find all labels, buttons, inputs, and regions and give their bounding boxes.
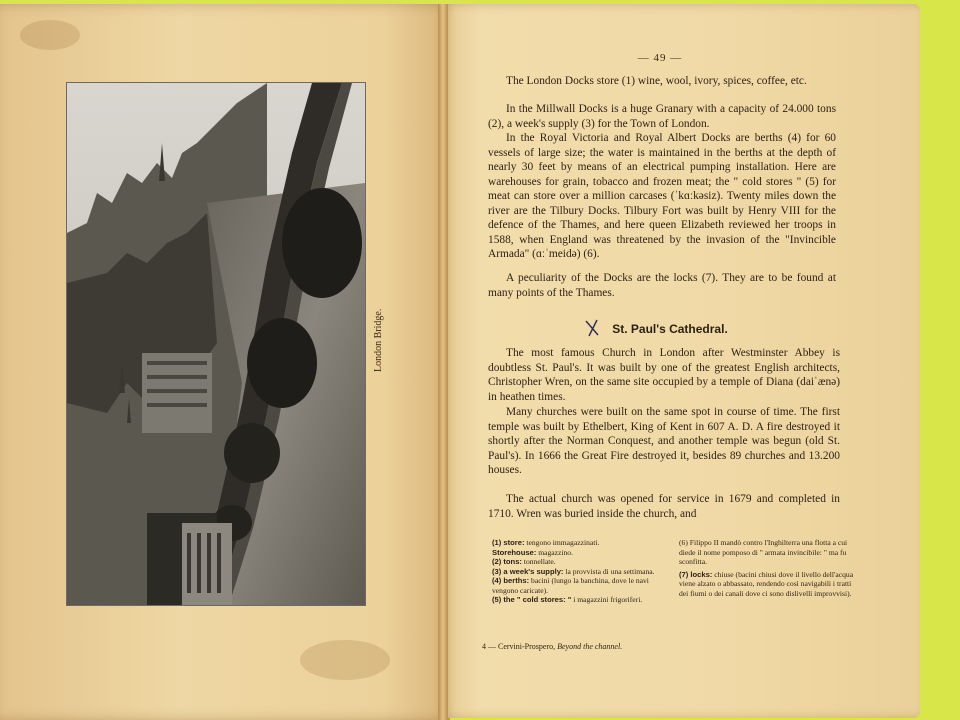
photo-caption: London Bridge. (373, 308, 384, 372)
london-bridge-photograph (66, 82, 366, 606)
footnote: Storehouse: magazzino. (492, 547, 573, 557)
page-number: — 49 — (637, 52, 683, 64)
footnote: (1) store: tengono immagazzinati. (492, 538, 600, 547)
footnote: (4) berths: bacini (lungo la banchina, dove le navi vengono caricate). (492, 576, 649, 595)
footnote: (3) a week's supply: la provvista di una settimana. (492, 566, 655, 576)
paragraph-st-pauls-completion: The actual church was opened for service in 1679 and completed in 1710. Wren was buried inside the church, and (488, 493, 840, 520)
footnote: (5) the " cold stores: " i magazzini frigoriferi. (492, 595, 643, 604)
footnote: (2) tons: tonnellate. (492, 557, 556, 566)
section-heading: St. Paul's Cathedral. (612, 322, 728, 336)
paragraph-royal-docks: In the Royal Victoria and Royal Albert Docks are berths (4) for 60 vessels of large size; the water is maintained in the berths at the depth of nearly 30 feet by means of an electrical pumping installation. Here are warehouses for grain, tobacco and frozen meat; the " cold stores " (5) for meat can store over a million carcases (ˈkɑːkəsiz). Twenty miles down the river are the Tilbury Docks. Tilbury Fort was built by Henry VIII for the defence of the Thames, and here queen Elizabeth reviewed her troops in 1588, when England was threatened by the invasion of the "Invincible Armada" (ɑːˈmeidə) (6). (488, 132, 836, 260)
paragraph-london-docks: The London Docks store (1) wine, wool, ivory, spices, coffee, etc. (506, 75, 807, 87)
footnotes-right-column (679, 538, 854, 628)
book-spine (438, 4, 448, 720)
footnote: (6) Filippo II mandò contro l'Inghilterra una flotta a cui diede il nome pomposo di " armata invincibile: " ma fu sconfitta. (679, 538, 848, 566)
paper-stain (20, 20, 80, 50)
paragraph-st-pauls-history: Many churches were built on the same spot in course of time. The first temple was built by Ethelbert, King of Kent in 607 A. D. A fire destroyed it shortly after the Norman Conquest, and another temple was begun (old St. Paul's). In 1666 the Great Fire destroyed it, besides 89 churches and 13.200 houses. (488, 406, 840, 476)
paragraph-millwall-docks: In the Millwall Docks is a huge Granary with a capacity of 24.000 tons (2), a week's supply (3) for the Town of London. (488, 103, 836, 130)
footnote: (7) locks: chiuse (bacini chiusi dove il livello dell'acqua viene alzato o abbassato, rendendo così navigabili i tratti dei fiumi o dei canali dove ci sono dislivelli improvvisi). (679, 569, 854, 598)
footnotes (492, 538, 854, 628)
paragraph-locks: A peculiarity of the Docks are the locks (7). They are to be found at many points of the Thames. (488, 272, 836, 299)
paper-stain (300, 640, 390, 680)
book-credit: 4 — Cervini-Prospero, Beyond the channel. (482, 642, 623, 651)
footnotes-left-column (492, 538, 667, 628)
paragraph-st-pauls-intro: The most famous Church in London after Westminster Abbey is doubtless St. Paul's. It was built by one of the greatest English architects, Christopher Wren, on the same site occupied by a temple of Diana (daiˈænə) in heathen times. (488, 347, 840, 403)
